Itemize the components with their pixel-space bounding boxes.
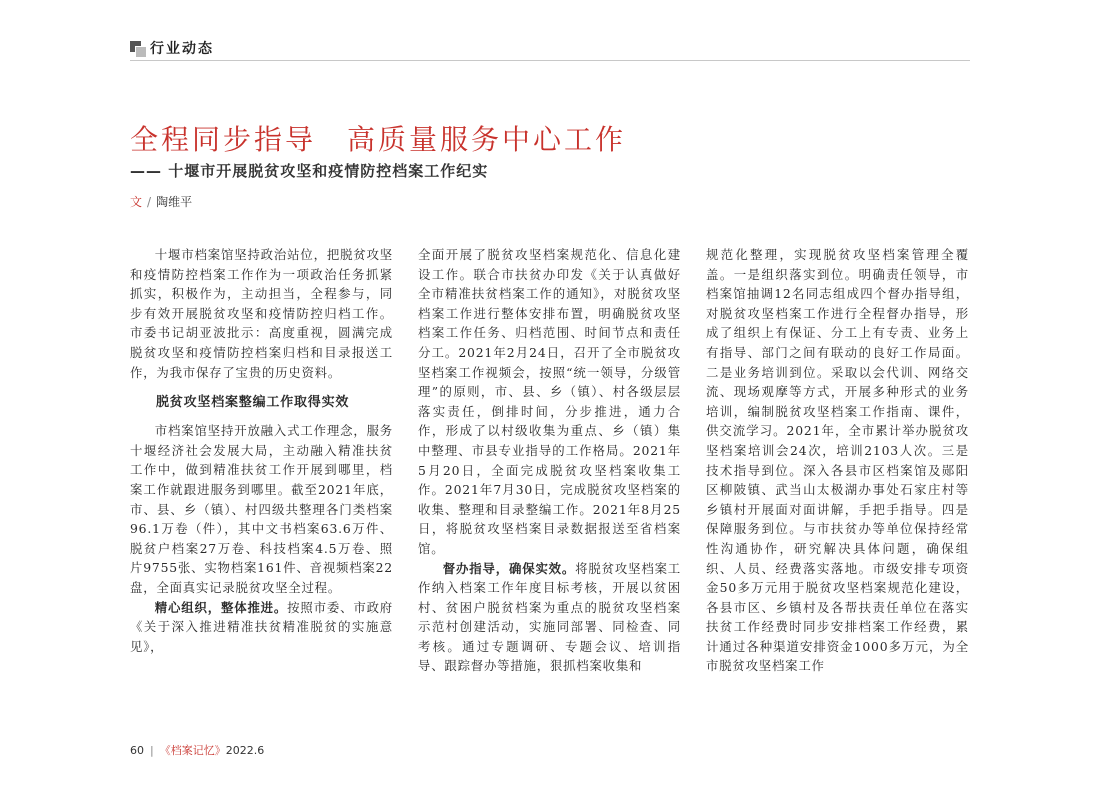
paragraph-text: 将脱贫攻坚档案工作纳入档案工作年度目标考核，开展以贫困村、贫困户脱贫档案为重点的脱贫攻坚档案示范村创建活动，实施同部署、同检查、同考核。通过专题调研、专题会议、培训指导、跟踪督办等措施，狠抓档案收集和 [418, 560, 681, 674]
paragraph-text: 按照市委、市政府《关于深入推进精准扶贫精准脱贫的实施意见》， [130, 599, 393, 654]
paragraph: 市档案馆坚持开放融入式工作理念，服务十堰经济社会发展大局，主动融入精准扶贫工作中，做到精准扶贫工作开展到哪里，档案工作就跟进服务到哪里。截至2021年底，市、县、乡（镇）、村四级共整理各门类档案96.1万卷（件），其中文书档案63.6万件、脱贫户档案27万卷、科技档案4.5万卷、照片9755张、实物档案161件、音视频档案22盘，全面真实记录脱贫攻坚全过程。 [130, 423, 393, 595]
byline-separator: / [147, 195, 152, 209]
paragraph-lead: 督办指导，确保实效。 [442, 560, 576, 576]
section-square-icon [130, 41, 145, 56]
paragraph [418, 559, 681, 677]
column-2 [418, 245, 681, 725]
paragraph: 十堰市档案馆坚持政治站位，把脱贫攻坚和疫情防控档案工作作为一项政治任务抓紧抓实，积极作为，主动担当，全程参与，同步有效开展脱贫攻坚和疫情防控归档工作。市委书记胡亚波批示：高度重视，圆满完成脱贫攻坚和疫情防控档案归档和目录报送工作，为我市保存了宝贵的历史资料。 [130, 247, 393, 380]
author-name: 陶维平 [156, 195, 193, 209]
page-footer [130, 742, 264, 758]
column-1 [130, 245, 393, 725]
byline-prefix: 文 [130, 195, 143, 209]
footer-separator: | [150, 744, 154, 757]
column-3 [706, 245, 969, 725]
section-header [130, 38, 214, 58]
article-title: 全程同步指导 高质量服务中心工作 [130, 123, 627, 156]
paragraph: 全面开展了脱贫攻坚档案规范化、信息化建设工作。联合市扶贫办印发《关于认真做好全市精准扶贫档案工作的通知》，对脱贫攻坚档案工作进行整体安排布置，明确脱贫攻坚档案工作任务、归档范围、时间节点和责任分工。2021年2月24日，召开了全市脱贫攻坚档案工作视频会，按照“统一领导，分级管理”的原则，市、县、乡（镇）、村各级层层落实责任，倒排时间，分步推进，通力合作，形成了以村级收集为重点、乡（镇）集中整理、市县专业指导的工作格局。2021年5月20日，全面完成脱贫攻坚档案收集工作。2021年7月30日，完成脱贫攻坚档案的收集、整理和目录整编工作。2021年8月25日，将脱贫攻坚档案目录数据报送至省档案馆。 [418, 247, 681, 556]
paragraph: 规范化整理，实现脱贫攻坚档案管理全覆盖。一是组织落实到位。明确责任领导，市档案馆抽调12名同志组成四个督办指导组，对脱贫攻坚档案工作进行全程督办指导，形成了组织上有保证、分工上有专责、业务上有指导、部门之间有联动的良好工作局面。二是业务培训到位。采取以会代训、网络交流、现场观摩等方式，开展多种形式的业务培训，编制脱贫攻坚档案工作指南、课件，供交流学习。2021年，全市累计举办脱贫攻坚档案培训会24次，培训2103人次。三是技术指导到位。深入各县市区档案馆及郧阳区柳陂镇、武当山太极湖办事处石家庄村等乡镇村开展面对面讲解，手把手指导。四是保障服务到位。与市扶贫办等单位保持经常性沟通协作，研究解决具体问题，确保组织、人员、经费落实落地。市级安排专项资金50多万元用于脱贫攻坚档案规范化建设，各县市区、乡镇村及各帮扶责任单位在落实扶贫工作经费时同步安排档案工作经费，累计通过各种渠道安排资金1000多万元，为全市脱贫攻坚档案工作 [706, 247, 969, 674]
issue-number: 2022.6 [225, 744, 265, 757]
byline [130, 193, 192, 210]
page-number: 60 [130, 744, 144, 757]
article-subtitle: —— 十堰市开展脱贫攻坚和疫情防控档案工作纪实 [130, 162, 489, 180]
paragraph [130, 598, 393, 657]
magazine-name: 《档案记忆》 [159, 744, 226, 757]
header-divider [130, 60, 970, 61]
paragraph-lead: 精心组织，整体推进。 [154, 599, 288, 615]
section-label: 行业动态 [150, 41, 214, 57]
article-body [130, 245, 970, 725]
section-heading: 脱贫攻坚档案整编工作取得实效 [156, 395, 350, 411]
